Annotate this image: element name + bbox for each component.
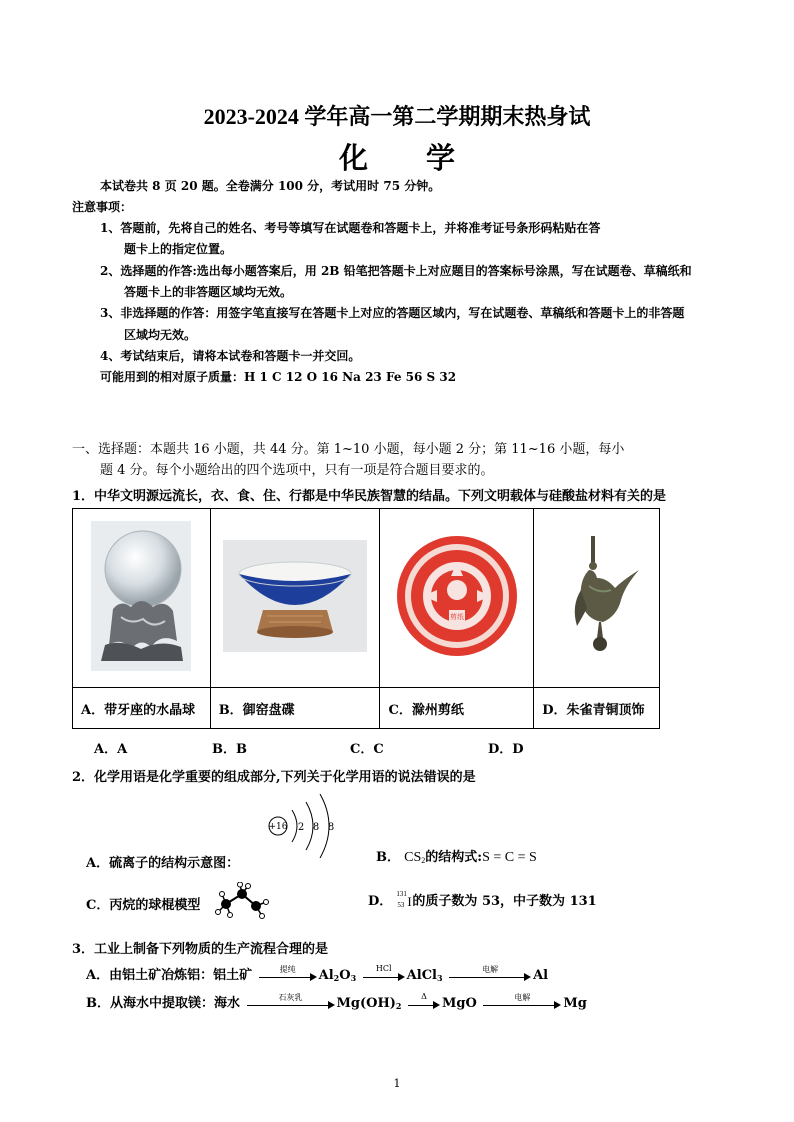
alumina-formula [319,968,357,983]
iodine-isotope-symbol [396,889,412,911]
arrow-label: 电解 [514,992,531,1002]
q3-option-a [86,964,548,983]
q1-stem: 1．中华文明源远流长，衣、食、住、行都是中华民族智慧的结晶。下列文明载体与硅酸盐材料有关的是 [72,489,667,504]
q2-option-b-text: 的结构式: [425,850,483,865]
q2-option-d-prefix: D． [368,894,393,909]
q2-option-b-prefix: B． [376,850,400,865]
ion-shell-1: 2 [297,822,305,833]
alcl3-formula [407,968,443,983]
q1-options-table [72,508,660,729]
process-arrow [247,992,335,1010]
note-item: 1、答题前，先将自己的姓名、考号等填写在试题卷和答题卡上，并将准考证号条形码粘贴在答 [100,221,601,235]
isotope-atomic-number: 53 [397,900,405,909]
exam-intro: 本试卷共 8 页 20 题。全卷满分 100 分，考试用时 75 分钟。 [100,179,441,193]
ion-shell-2: 8 [312,822,320,833]
section-heading: 一、选择题：本题共 16 小题，共 44 分。第 1~10 小题，每小题 2 分；第 11~16 小题，每小 [72,442,625,457]
q2-option-d [368,890,597,911]
formula-part: AlCl [406,968,437,983]
formula-part: O [339,968,351,983]
q2-option-c: C．丙烷的球棍模型 [86,898,201,913]
q3-stem: 3．工业上制备下列物质的生产流程合理的是 [72,942,329,957]
isotope-element: I [407,893,412,909]
q1-choice-a: A．A [94,742,128,757]
process-arrow [483,992,561,1010]
product-al: Al [533,968,549,983]
formula-subscript: 2 [333,973,340,983]
cs2-formula [404,850,425,865]
process-arrow [408,991,440,1010]
exam-title: 2023-2024 学年高一第二学期期末热身试 [203,104,591,129]
note-item: 答题卡上的非答题区域均无效。 [124,285,293,299]
formula-part: Al [318,968,334,983]
product-mgo: MgO [442,996,477,1011]
note-item: 3、非选择题的作答：用签字笔直接写在答题卡上对应的答题区域内，写在试题卷、草稿纸和答题卡上的非答题 [100,306,685,320]
porcelain-plate-image [210,509,380,688]
q2-option-a: A．硫离子的结构示意图： [86,856,240,871]
bronze-bird-image [534,509,660,688]
propane-ball-stick-model [212,882,272,920]
sulfur-ion-diagram [262,790,352,862]
cs2-symbol: CS [404,850,422,865]
arrow-label: 提纯 [279,964,296,974]
arrow-label: 电解 [482,964,499,974]
formula-part: Mg(OH) [336,996,396,1011]
q3-option-b [86,992,587,1011]
paper-cutting-text: 剪纸 [449,613,464,621]
ion-shell-3: 8 [327,822,335,833]
isotope-mass-number: 131 [396,889,407,898]
q1-caption-b: B．御窑盘碟 [210,688,380,729]
page-number: 1 [393,1077,401,1090]
process-arrow [449,964,531,982]
q1-caption-d: D．朱雀青铜顶饰 [534,688,660,729]
q1-caption-c: C．滁州剪纸 [380,688,534,729]
q2-option-d-text: 的质子数为 53，中子数为 131 [412,894,597,909]
cs2-structure: S = C = S [482,850,537,865]
process-arrow [363,963,405,982]
q2-stem: 2．化学用语是化学重要的组成部分,下列关于化学用语的说法错误的是 [72,770,476,785]
note-item: 区域均无效。 [124,328,197,342]
note-item: 题卡上的指定位置。 [124,242,233,256]
q1-choice-c: C．C [350,742,384,757]
arrow-label: 石灰乳 [278,992,303,1002]
q1-choice-b: B．B [212,742,247,757]
section-heading-cont: 题 4 分。每个小题给出的四个选项中，只有一项是符合题目要求的。 [100,463,494,478]
formula-subscript: 3 [436,973,443,983]
note-item: 2、选择题的作答:选出每小题答案后，用 2B 铅笔把答题卡上对应题目的答案标号涂黑，写在试题卷、草稿纸和 [100,264,692,278]
mgoh2-formula [337,996,402,1011]
crystal-ball-image [73,509,211,688]
q3-option-a-prefix: A．由铝土矿冶炼铝：铝土矿 [86,968,253,983]
q1-choice-d: D．D [488,742,524,757]
arrow-label: HCl [375,963,392,973]
product-mg: Mg [563,996,587,1011]
arrow-label: Δ [421,991,427,1001]
notes-label: 注意事项： [72,200,133,214]
process-arrow [259,964,317,982]
formula-subscript: 3 [350,973,357,983]
note-item: 4、考试结束后，请将本试卷和答题卡一并交回。 [100,349,361,363]
q1-caption-a: A．带牙座的水晶球 [73,688,211,729]
q2-option-b [376,846,537,866]
cs2-subscript: 2 [421,856,426,865]
paper-cutting-image [380,509,534,688]
subject-title: 化学 [338,141,513,175]
formula-subscript: 2 [395,1001,402,1011]
atomic-masses: 可能用到的相对原子质量：H 1 C 12 O 16 Na 23 Fe 56 S 32 [100,370,457,384]
ion-nucleus-label: +16 [268,822,288,832]
q3-option-b-prefix: B．从海水中提取镁：海水 [86,996,240,1011]
